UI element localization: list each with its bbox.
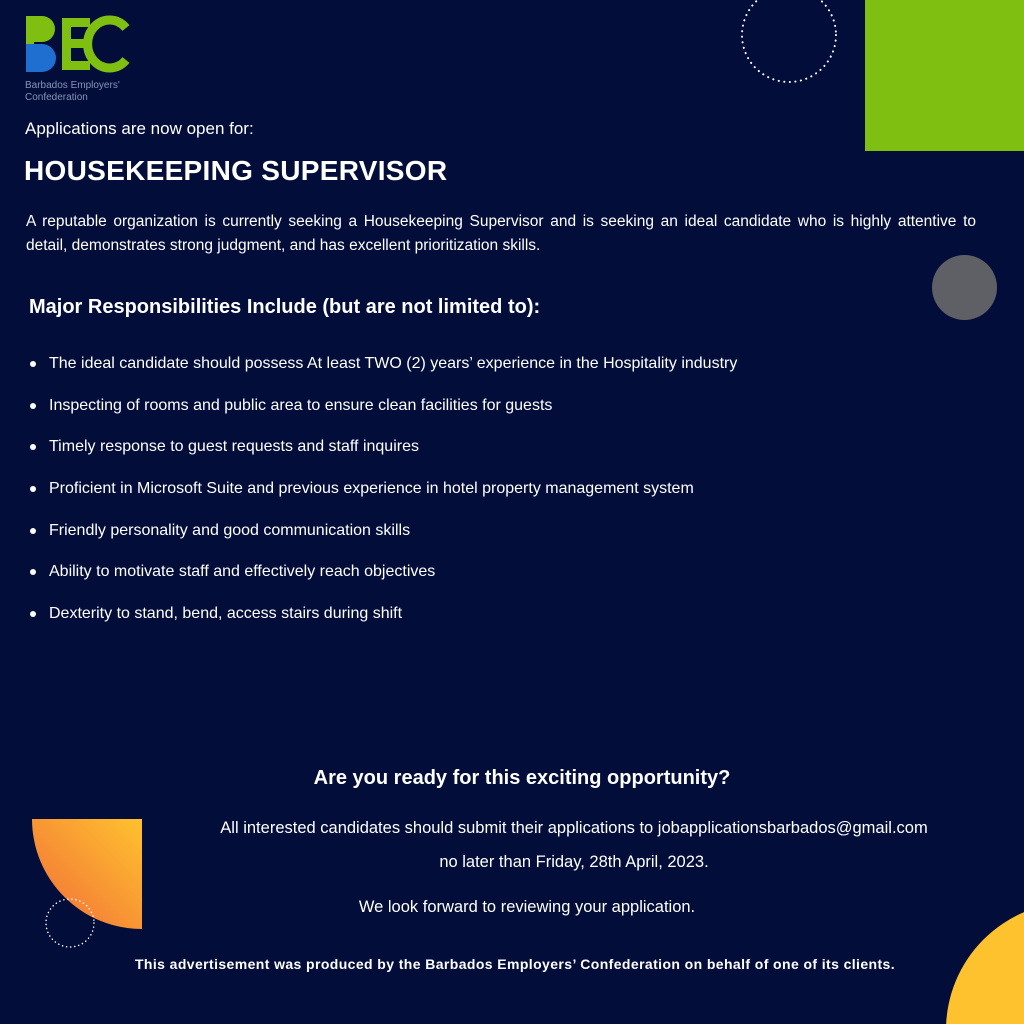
green-square-decoration (865, 0, 1024, 151)
list-item (30, 603, 737, 645)
list-item (30, 478, 737, 520)
logo-caption (25, 80, 120, 104)
logo-c (88, 20, 126, 68)
list-item-text: The ideal candidate should possess At least TWO (2) years’ experience in the Hospitality industry (49, 355, 738, 372)
grey-circle-decoration (932, 255, 997, 320)
bullet-icon (30, 486, 36, 492)
list-item-text: Friendly personality and good communication skills (49, 521, 411, 539)
footer-disclaimer: This advertisement was produced by the Barbados Employers’ Confederation on behalf of one of its clients. (134, 956, 896, 972)
bec-logo-mark (24, 14, 134, 74)
list-item (30, 520, 737, 562)
logo-e-bottom (62, 61, 90, 70)
list-item (30, 561, 737, 603)
list-item-text: Dexterity to stand, bend, access stairs during shift (49, 605, 403, 623)
cta-submission-text: All interested candidates should submit their applications to jobapplicationsbarbados@gmail.com (220, 819, 928, 837)
list-item-text: Ability to motivate staff and effectively reach objectives (49, 563, 436, 581)
bullet-icon (30, 361, 36, 367)
bullet-icon (30, 444, 36, 450)
list-item (30, 395, 737, 437)
bec-logo (24, 14, 154, 106)
logo-caption-line1: Barbados Employers' (25, 80, 120, 91)
bullet-icon (30, 528, 36, 534)
responsibilities-heading: Major Responsibilities Include (but are not limited to): (29, 296, 541, 318)
responsibilities-list (30, 353, 737, 645)
bullet-icon (30, 569, 36, 575)
bullet-icon (30, 611, 36, 617)
logo-b-lower (26, 44, 56, 72)
intro-text: Applications are now open for: (25, 119, 254, 138)
list-item-text: Proficient in Microsoft Suite and previous experience in hotel property management system (49, 480, 694, 498)
logo-e-mid (62, 39, 86, 48)
cta-deadline-text: no later than Friday, 28th April, 2023. (439, 853, 709, 871)
logo-caption-line2: Confederation (25, 92, 88, 103)
list-item (30, 353, 737, 395)
logo-b-upper (34, 16, 55, 42)
list-item (30, 436, 737, 478)
cta-heading: Are you ready for this exciting opportunity? (313, 767, 731, 789)
dotted-circle-decoration (739, 0, 839, 85)
list-item-text: Timely response to guest requests and staff inquires (49, 438, 419, 456)
bullet-icon (30, 403, 36, 409)
cta-closing-text: We look forward to reviewing your application. (358, 898, 696, 916)
list-item-text: Inspecting of rooms and public area to ensure clean facilities for guests (49, 396, 553, 414)
job-title: HOUSEKEEPING SUPERVISOR (24, 155, 448, 186)
logo-e-top (62, 18, 90, 27)
job-description: A reputable organization is currently seeking a Housekeeping Supervisor and is seeking an ideal candidate who is highly attentive to detail, demonstrates strong judgment, and has excellent prioritization skills. (26, 213, 976, 254)
